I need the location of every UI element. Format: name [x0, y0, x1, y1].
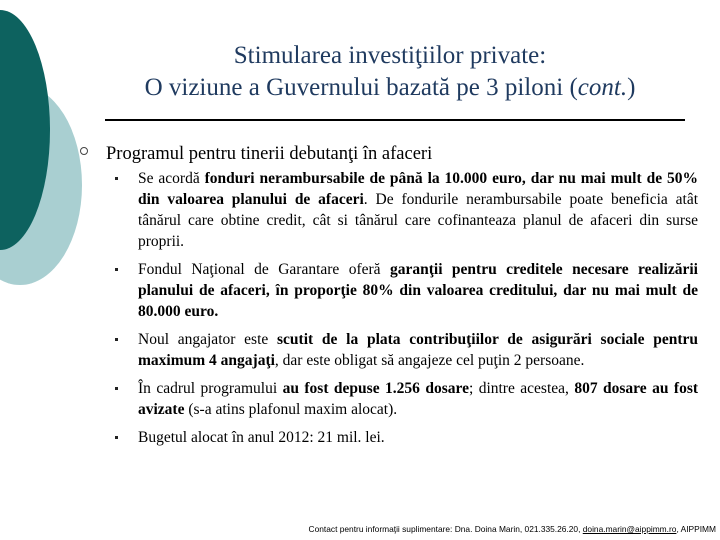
list-item: Se acordă fonduri nerambursabile de până la 10.000 euro, dar nu mai mult de 50% din valoarea planului de afaceri. De fondurile nerambursabile poate beneficia atât tânărul care obtine credit, cât si tânărul care cofinanteaza planul de afaceri din surse proprii. [112, 168, 698, 252]
title-line-2 [80, 72, 700, 104]
contact-email-link[interactable]: doina.marin@aippimm.ro [582, 524, 677, 534]
square-bullet-icon [115, 268, 118, 271]
title-line-2-main: O viziune a Guvernului bazată pe 3 piloni ( [144, 74, 578, 101]
bullet-list [112, 168, 698, 448]
section-heading: Programul pentru tinerii debutanţi în afaceri [106, 144, 433, 164]
title-underline [105, 119, 685, 121]
footer-suffix: , AIPPIMM [676, 524, 716, 534]
list-item: În cadrul programului au fost depuse 1.256 dosare; dintre acestea, 807 dosare au fost avizate (s-a atins plafonul maxim alocat). [112, 378, 698, 420]
list-item: Bugetul alocat în anul 2012: 21 mil. lei. [112, 427, 698, 448]
square-bullet-icon [115, 436, 118, 439]
title-line-2-end: ) [627, 74, 636, 101]
title-line-2-italic: cont. [577, 74, 628, 101]
square-bullet-icon [115, 177, 118, 180]
square-bullet-icon [115, 387, 118, 390]
square-bullet-icon [115, 338, 118, 341]
slide-title [80, 40, 700, 104]
title-line-1: Stimularea investiţiilor private: [233, 42, 547, 69]
footer-contact [276, 524, 716, 534]
list-item: Fondul Naţional de Garantare oferă garanţii pentru creditele necesare realizării planului de afaceri, în proporţie 80% din valoarea creditului, dar nu mai mult de 80.000 euro. [112, 259, 698, 322]
footer-prefix: Contact pentru informaţii suplimentare: Dna. Doina Marin, 021.335.26.20, [308, 524, 583, 534]
list-item: Noul angajator este scutit de la plata contribuţiilor de asigurări sociale pentru maximum 4 angajaţi, dar este obligat să angajeze cel puţin 2 persoane. [112, 329, 698, 371]
hollow-circle-bullet-icon [80, 147, 88, 155]
